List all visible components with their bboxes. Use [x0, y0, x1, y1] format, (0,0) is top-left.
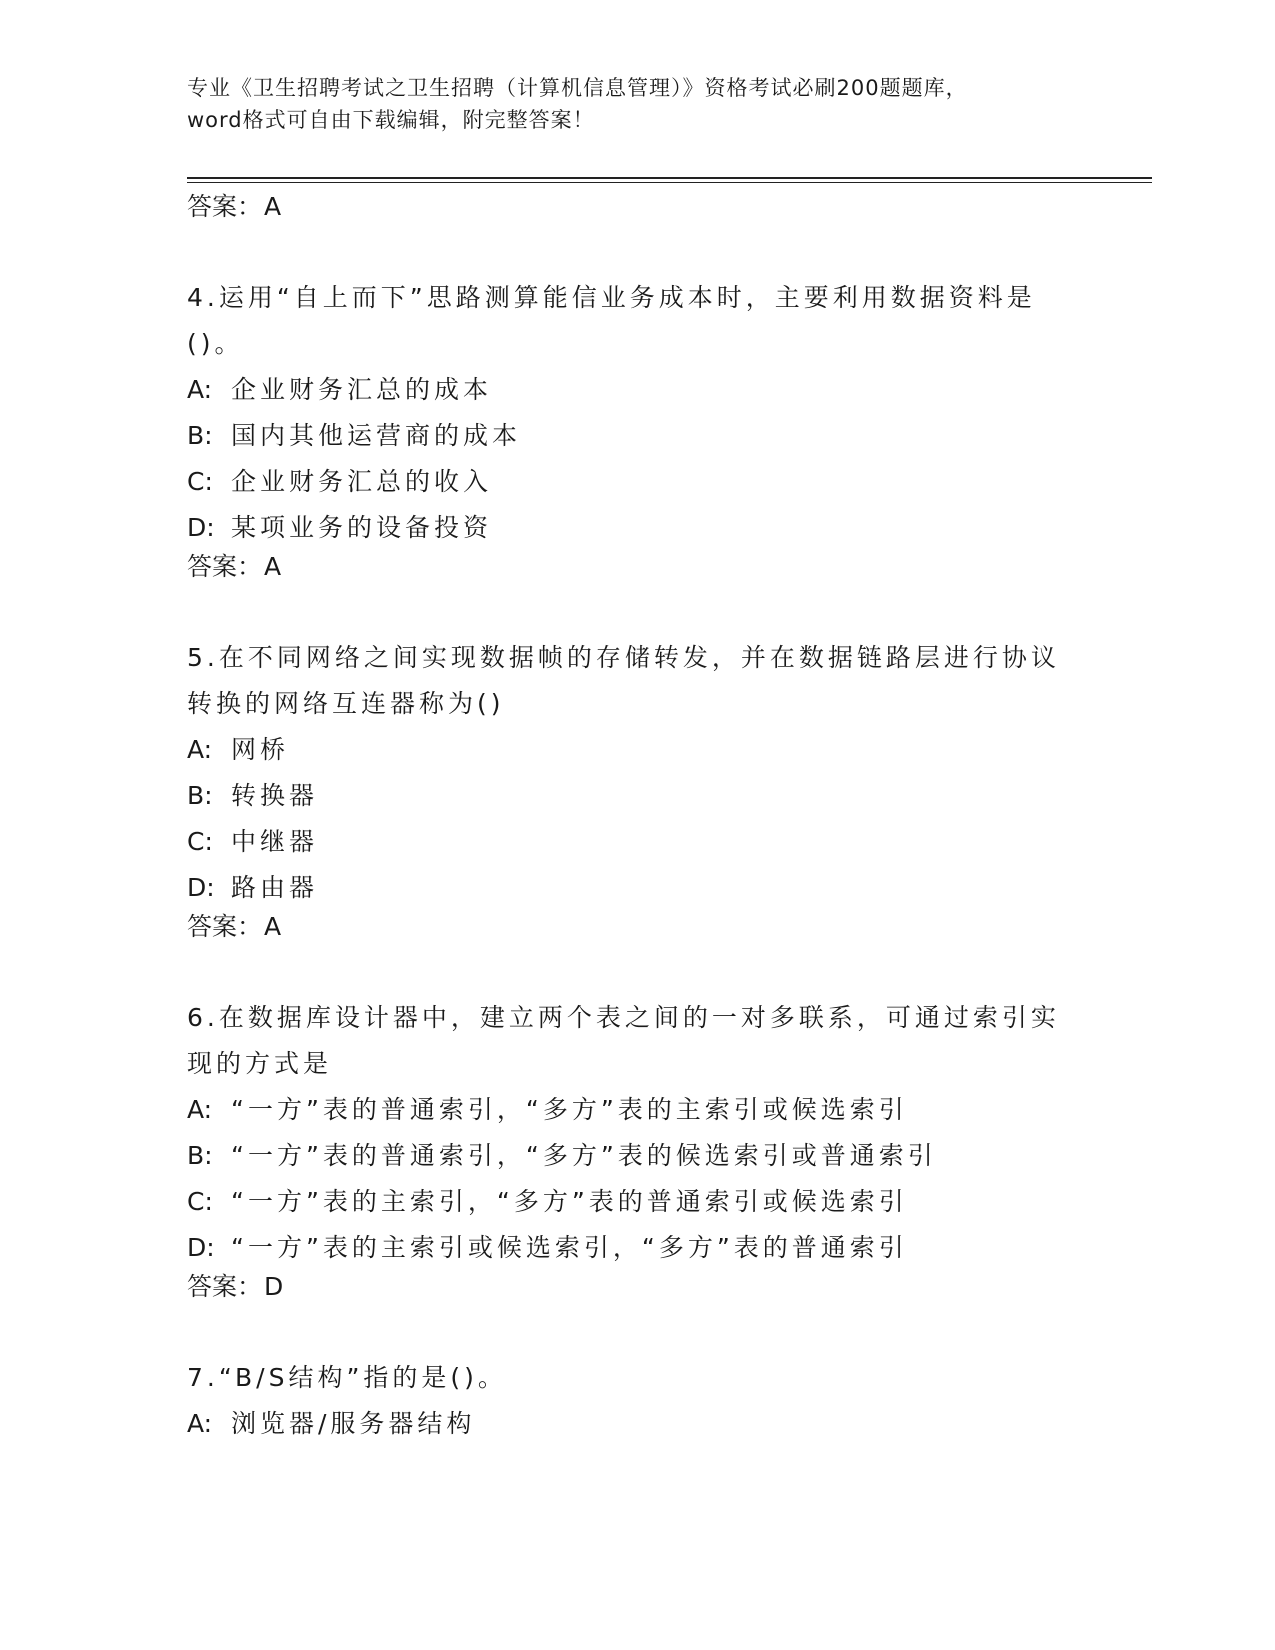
option-text: “一方”表的普通索引，“多方”表的主索引或候选索引 — [231, 1095, 908, 1124]
option-text: 转换器 — [231, 781, 319, 810]
option-a — [187, 1401, 1067, 1447]
option-text: 路由器 — [231, 873, 319, 902]
option-text: 某项业务的设备投资 — [231, 513, 493, 542]
answer-value: A — [264, 192, 282, 221]
question-stem: 6.在数据库设计器中，建立两个表之间的一对多联系，可通过索引实现的方式是 — [187, 1003, 1060, 1078]
option-c — [187, 459, 1067, 505]
option-text: “一方”表的普通索引，“多方”表的候选索引或普通索引 — [231, 1141, 937, 1170]
answer-value: D — [264, 1272, 284, 1301]
header-divider-thin — [187, 182, 1152, 183]
option-a — [187, 1087, 1067, 1133]
answer-q6 — [187, 1270, 283, 1304]
header-title-line-1: 专业《卫生招聘考试之卫生招聘（计算机信息管理）》资格考试必刷200题题库， — [187, 76, 968, 100]
option-text: 网桥 — [231, 735, 290, 764]
answer-value: A — [264, 912, 282, 941]
option-b — [187, 1133, 1067, 1179]
option-label: A: — [187, 375, 213, 404]
option-d — [187, 865, 1067, 911]
question-7 — [187, 1355, 1067, 1447]
question-stem: 5.在不同网络之间实现数据帧的存储转发，并在数据链路层进行协议转换的网络互连器称为() — [187, 643, 1060, 718]
answer-q4 — [187, 550, 281, 584]
option-label: A: — [187, 735, 213, 764]
option-text: 国内其他运营商的成本 — [231, 421, 522, 450]
option-b — [187, 773, 1067, 819]
option-label: A: — [187, 1095, 213, 1124]
answer-q5 — [187, 910, 281, 944]
document-header — [187, 72, 1087, 136]
option-c — [187, 1179, 1067, 1225]
option-label: D: — [187, 513, 215, 542]
question-stem: 7.“B/S结构”指的是()。 — [187, 1363, 507, 1392]
option-label: D: — [187, 1233, 215, 1262]
answer-prefix: 答案： — [187, 1272, 263, 1301]
option-d — [187, 505, 1067, 551]
answer-value: A — [264, 552, 282, 581]
answer-prefix: 答案： — [187, 912, 263, 941]
header-title-line-2: word格式可自由下载编辑，附完整答案！ — [187, 108, 595, 132]
question-6 — [187, 995, 1067, 1271]
option-label: B: — [187, 781, 213, 810]
option-label: C: — [187, 827, 213, 856]
option-label: D: — [187, 873, 215, 902]
option-label: C: — [187, 467, 213, 496]
question-stem: 4.运用“自上而下”思路测算能信业务成本时，主要利用数据资料是()。 — [187, 283, 1036, 358]
option-label: B: — [187, 421, 213, 450]
option-c — [187, 819, 1067, 865]
option-text: 中继器 — [231, 827, 319, 856]
option-text: “一方”表的主索引，“多方”表的普通索引或候选索引 — [231, 1187, 908, 1216]
option-text: 企业财务汇总的收入 — [231, 467, 493, 496]
answer-prefix: 答案： — [187, 192, 263, 221]
question-4 — [187, 275, 1067, 551]
option-label: A: — [187, 1409, 213, 1438]
option-a — [187, 367, 1067, 413]
header-divider-thick — [187, 177, 1152, 179]
option-text: “一方”表的主索引或候选索引，“多方”表的普通索引 — [231, 1233, 908, 1262]
option-d — [187, 1225, 1067, 1271]
option-label: B: — [187, 1141, 213, 1170]
question-5 — [187, 635, 1067, 911]
answer-q3 — [187, 190, 281, 224]
option-text: 企业财务汇总的成本 — [231, 375, 493, 404]
option-b — [187, 413, 1067, 459]
answer-prefix: 答案： — [187, 552, 263, 581]
option-a — [187, 727, 1067, 773]
option-text: 浏览器/服务器结构 — [231, 1409, 476, 1438]
option-label: C: — [187, 1187, 213, 1216]
